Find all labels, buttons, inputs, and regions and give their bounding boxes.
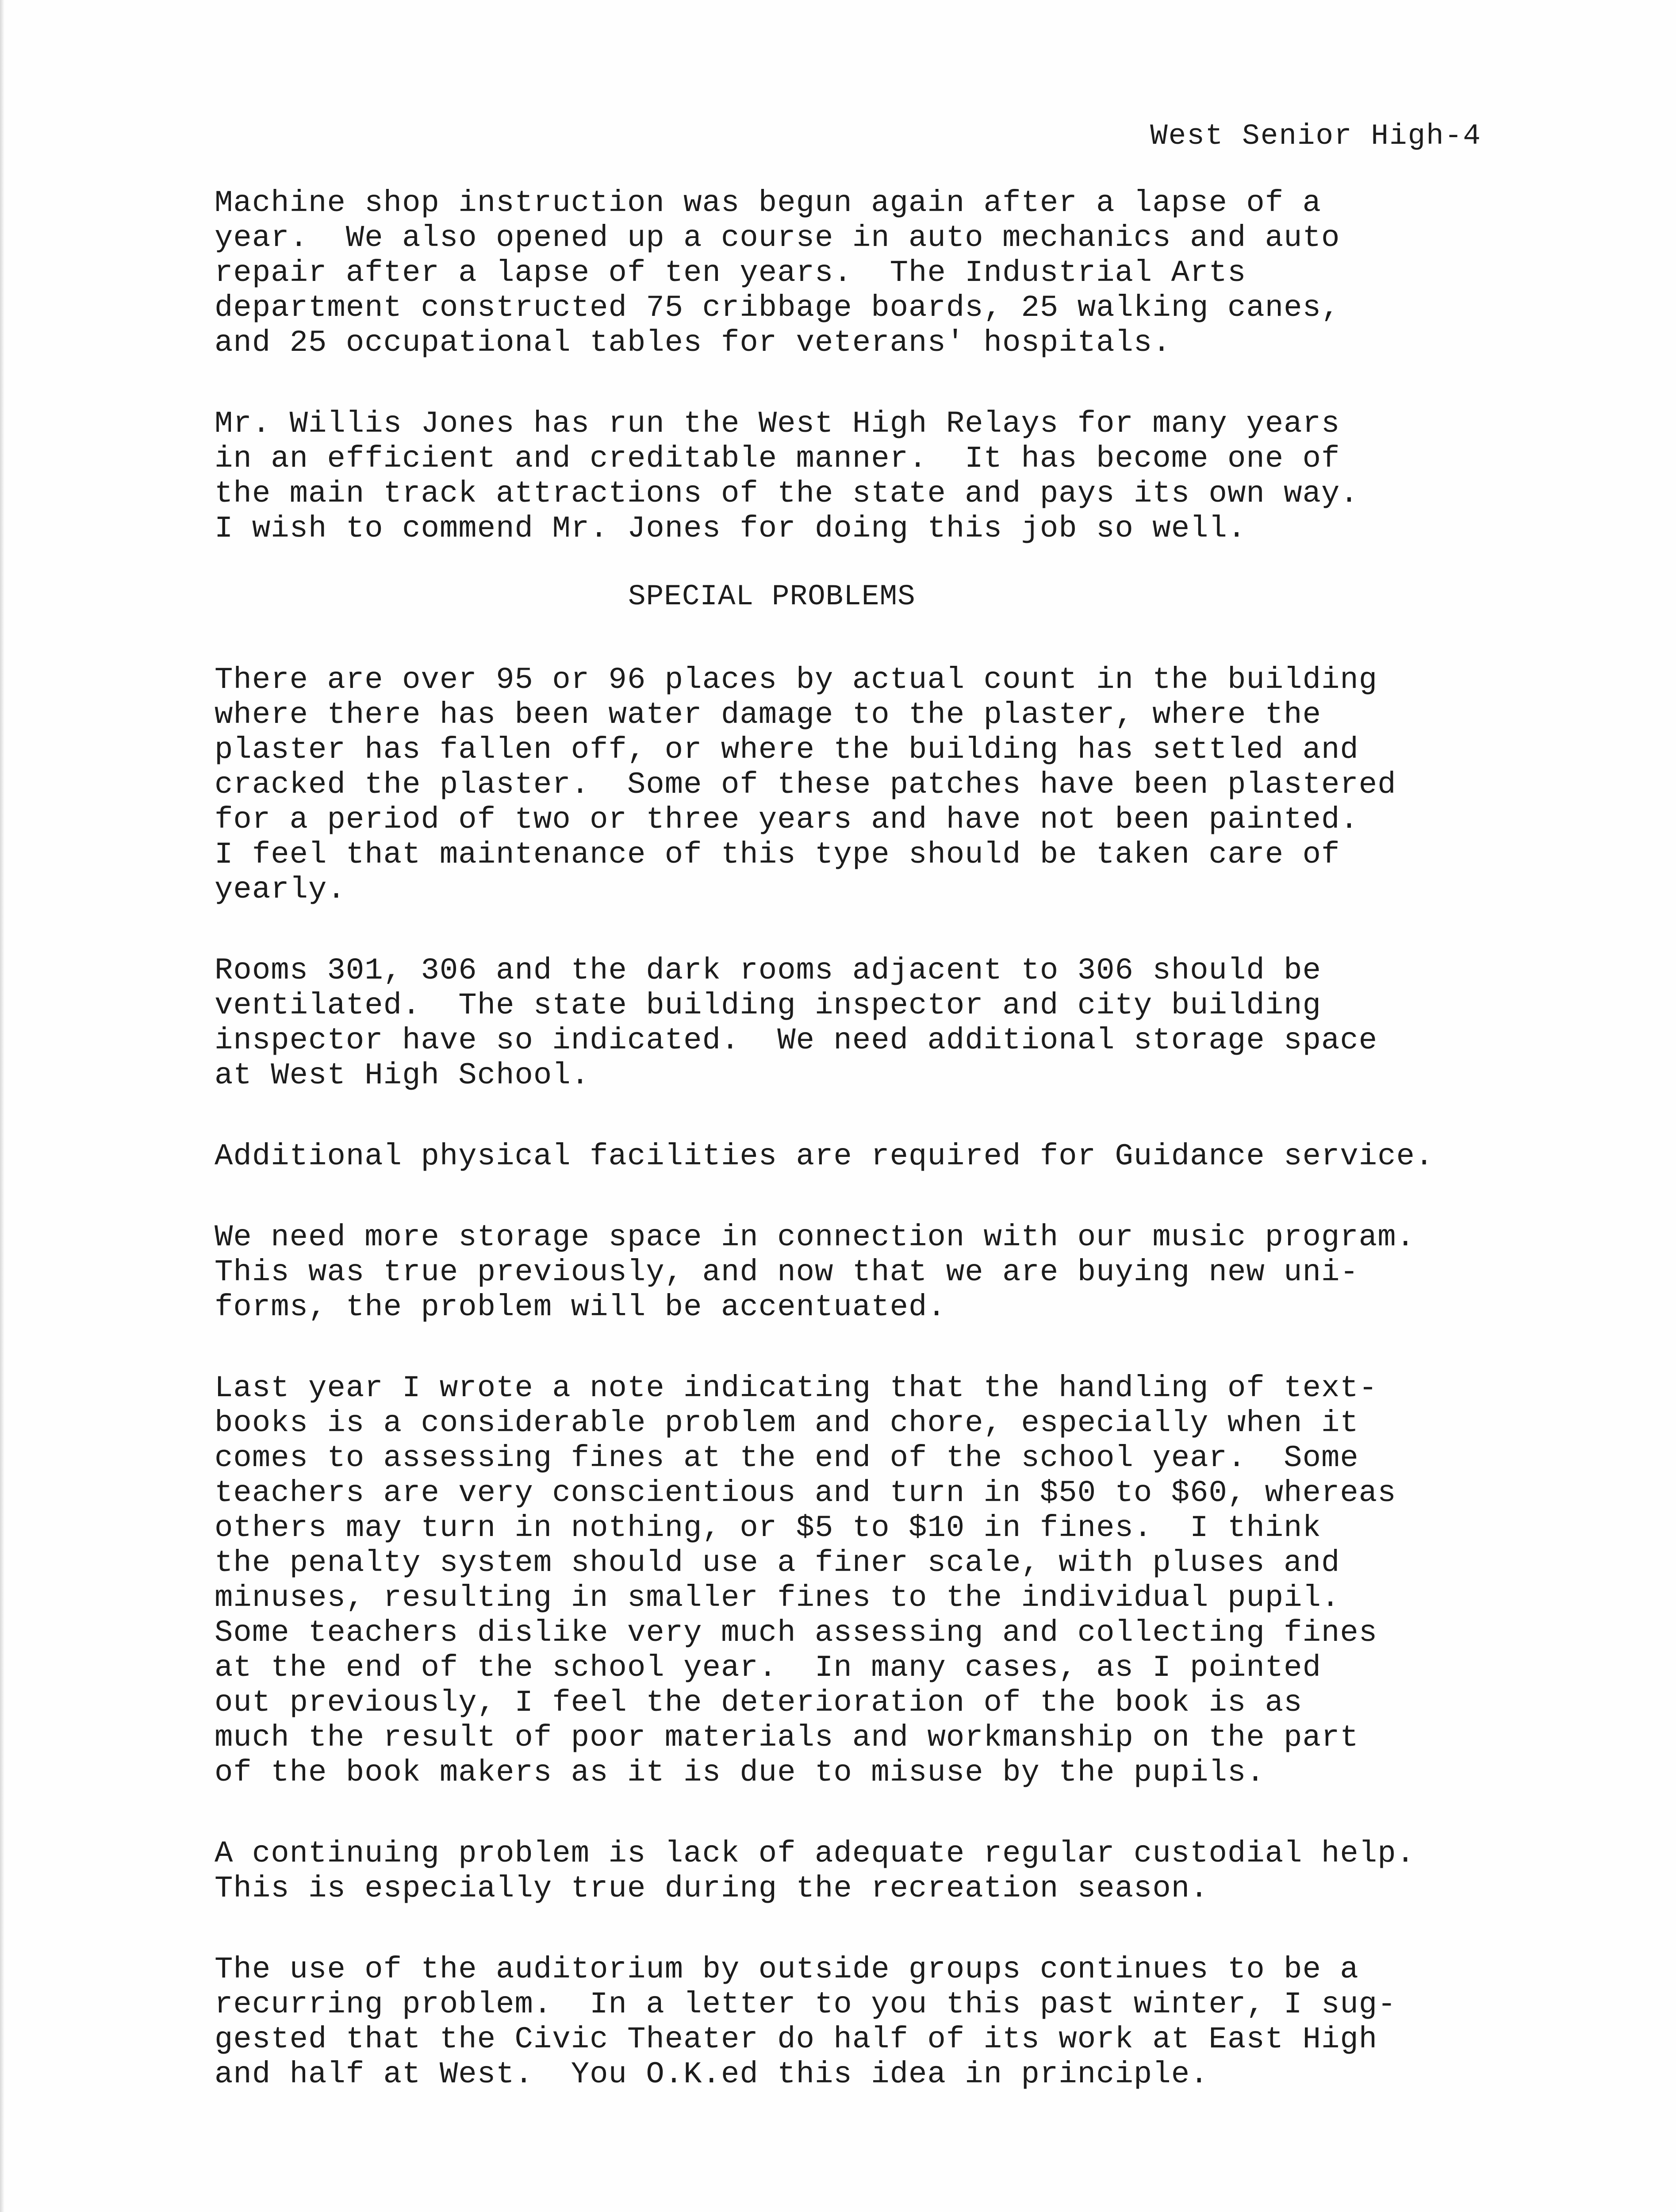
paragraph-auditorium [215, 1952, 1630, 2092]
text-line: Mr. Willis Jones has run the West High Relays for many years [215, 407, 1340, 441]
paragraph-ventilation [215, 953, 1630, 1093]
section-heading: SPECIAL PROBLEMS [628, 580, 916, 613]
text-line: gested that the Civic Theater do half of its work at East High [215, 2022, 1378, 2057]
text-line: books is a considerable problem and chore, especially when it [215, 1406, 1359, 1440]
text-line: repair after a lapse of ten years. The Industrial Arts [215, 256, 1246, 290]
text-line: yearly. [215, 872, 346, 907]
paragraph-textbooks [215, 1371, 1630, 1790]
text-line: the main track attractions of the state and pays its own way. [215, 476, 1359, 511]
text-line: and 25 occupational tables for veterans' hospitals. [215, 326, 1171, 360]
scan-edge [0, 0, 4, 2212]
text-line: department constructed 75 cribbage boards, 25 walking canes, [215, 291, 1340, 325]
text-line: for a period of two or three years and have not been painted. [215, 803, 1359, 837]
text-line: in an efficient and creditable manner. It has become one of [215, 442, 1340, 476]
text-line: year. We also opened up a course in auto mechanics and auto [215, 221, 1340, 255]
text-line: and half at West. You O.K.ed this idea in principle. [215, 2057, 1209, 2092]
text-line: of the book makers as it is due to misuse by the pupils. [215, 1755, 1265, 1790]
text-line: I wish to commend Mr. Jones for doing this job so well. [215, 511, 1246, 546]
text-line: recurring problem. In a letter to you this past winter, I sug- [215, 1987, 1396, 2022]
text-line: There are over 95 or 96 places by actual count in the building [215, 663, 1378, 697]
text-line: at West High School. [215, 1058, 590, 1093]
text-line: much the result of poor materials and workmanship on the part [215, 1720, 1359, 1755]
text-line: Rooms 301, 306 and the dark rooms adjacent to 306 should be [215, 953, 1321, 988]
text-line: minuses, resulting in smaller fines to the individual pupil. [215, 1581, 1340, 1615]
text-line: others may turn in nothing, or $5 to $10 in fines. I think [215, 1511, 1321, 1545]
text-line: Last year I wrote a note indicating that the handling of text- [215, 1371, 1378, 1406]
page-header: West Senior High-4 [1150, 119, 1481, 153]
paragraph-custodial-help [215, 1836, 1630, 1906]
text-line: forms, the problem will be accentuated. [215, 1290, 946, 1325]
text-line: where there has been water damage to the plaster, where the [215, 698, 1321, 732]
text-line: The use of the auditorium by outside groups continues to be a [215, 1952, 1359, 1987]
text-line: This was true previously, and now that we are buying new uni- [215, 1255, 1359, 1290]
text-line: cracked the plaster. Some of these patches have been plastered [215, 768, 1396, 802]
text-line: ventilated. The state building inspector and city building [215, 988, 1321, 1023]
text-line: the penalty system should use a finer scale, with pluses and [215, 1546, 1340, 1580]
document-body [215, 186, 1630, 2138]
paragraph-guidance [215, 1139, 1630, 1174]
text-line: This is especially true during the recreation season. [215, 1871, 1209, 1906]
text-line: Some teachers dislike very much assessing and collecting fines [215, 1616, 1378, 1650]
paragraph-plaster-damage [215, 663, 1630, 907]
text-line: comes to assessing fines at the end of the school year. Some [215, 1441, 1359, 1475]
text-line: Machine shop instruction was begun again after a lapse of a [215, 186, 1321, 220]
paragraph-music-storage [215, 1220, 1630, 1325]
text-line: I feel that maintenance of this type should be taken care of [215, 837, 1340, 872]
text-line: A continuing problem is lack of adequate regular custodial help. [215, 1836, 1415, 1871]
text-line: Additional physical facilities are required for Guidance service. [215, 1139, 1434, 1174]
text-line: inspector have so indicated. We need additional storage space [215, 1023, 1378, 1058]
text-line: out previously, I feel the deterioration of the book is as [215, 1686, 1303, 1720]
text-line: We need more storage space in connection with our music program. [215, 1220, 1415, 1255]
text-line: at the end of the school year. In many cases, as I pointed [215, 1651, 1321, 1685]
paragraph-industrial-arts [215, 186, 1630, 361]
text-line: teachers are very conscientious and turn in $50 to $60, whereas [215, 1476, 1396, 1510]
text-line: plaster has fallen off, or where the building has settled and [215, 733, 1359, 767]
paragraph-west-high-relays [215, 407, 1630, 546]
